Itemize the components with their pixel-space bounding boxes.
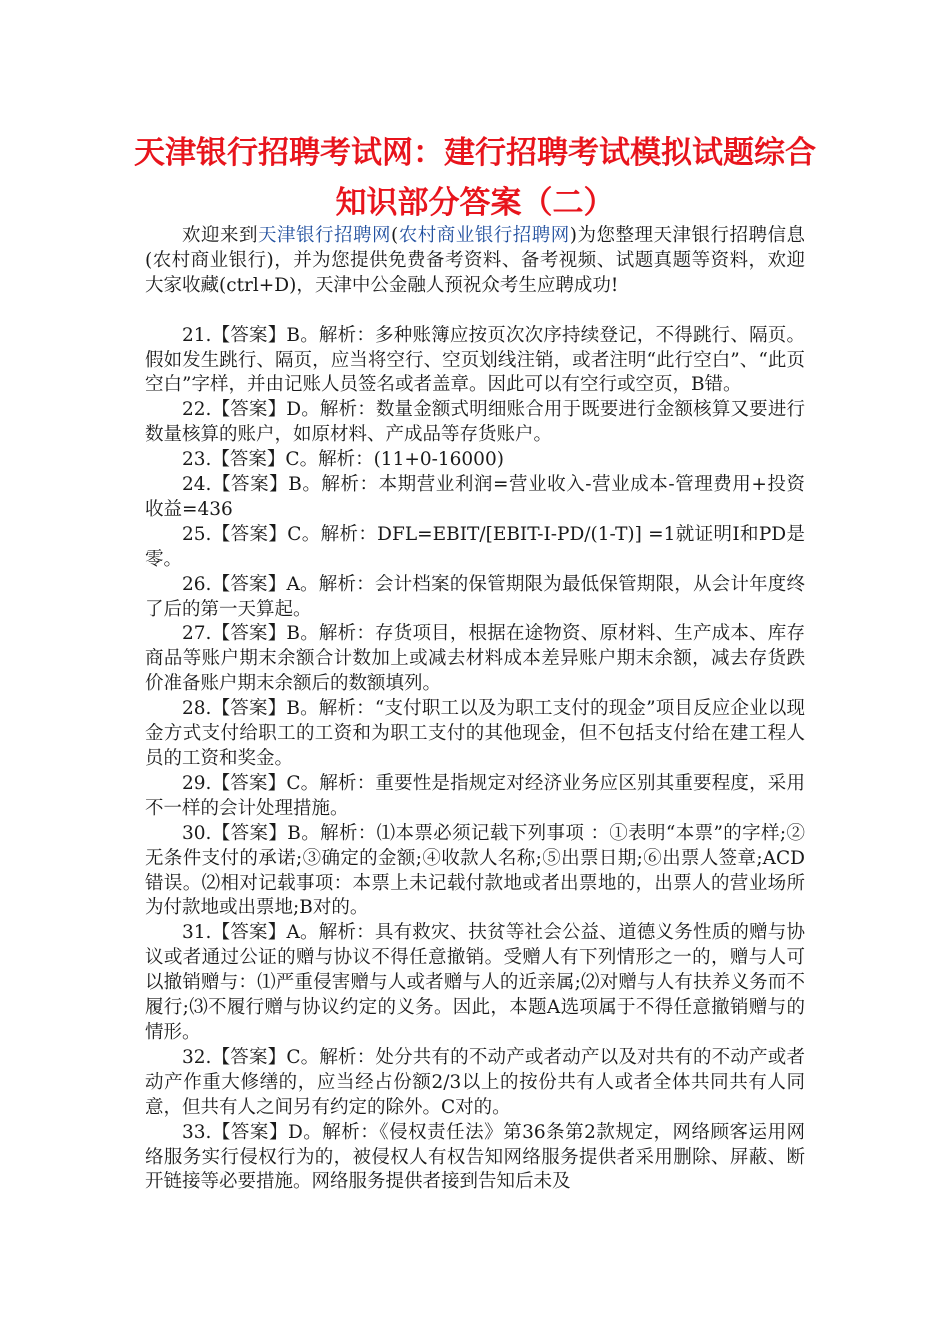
title-line-2: 知识部分答案（二） [335,185,615,221]
answer-27: 27.【答案】B。解析：存货项目，根据在途物资、原材料、生产成本、库存商品等账户期末余额合计数加上或减去材料成本差异账户期末余额，减去存货跌价准备账户期末余额后的数额填列。 [145,623,805,695]
intro-paragraph [145,224,805,299]
page-title [120,128,830,228]
answer-31: 31.【答案】A。解析：具有救灾、扶贫等社会公益、道德义务性质的赠与协议或者通过公证的赠与协议不得任意撤销。受赠人有下列情形之一的，赠与人可以撤销赠与：⑴严重侵害赠与人或者赠与人的近亲属;⑵对赠与人有扶养义务而不履行;⑶不履行赠与协议约定的义务。因此，本题A选项属于不得任意撤销赠与的情形。 [145,922,805,1043]
answer-22: 22.【答案】D。解析：数量金额式明细账合用于既要进行金额核算又要进行数量核算的账户，如原材料、产成品等存货账户。 [145,399,805,446]
answer-32: 32.【答案】C。解析：处分共有的不动产或者动产以及对共有的不动产或者动产作重大修缮的，应当经占份额2/3以上的按份共有人或者全体共同共有人同意，但共有人之间另有约定的除外。C对的。 [145,1046,805,1118]
link-rural-commercial-bank-recruitment[interactable]: 农村商业银行招聘网 [398,225,570,246]
answer-25: 25.【答案】C。解析：DFL=EBIT/[EBIT-I-PD/(1-T)] =1就证明I和PD是零。 [145,523,805,570]
answer-33: 33.【答案】D。解析：《侵权责任法》第36条第2款规定，网络顾客运用网络服务实行侵权行为的，被侵权人有权告知网络服务提供者采用删除、屏蔽、断开链接等必要措施。网络服务提供者接到告知后未及 [145,1121,805,1193]
answer-28: 28.【答案】B。解析：“支付职工以及为职工支付的现金”项目反应企业以现金方式支付给职工的工资和为职工支付的其他现金，但不包括支付给在建工程人员的工资和奖金。 [145,698,805,770]
intro-suffix: )为您整理天津银行招聘信息(农村商业银行)，并为您提供免费备考资料、备考视频、试题真题等资料，欢迎大家收藏(ctrl+D)，天津中公金融人预祝众考生应聘成功! [145,225,805,296]
intro-prefix: 欢迎来到 [182,225,259,246]
title-line-1: 天津银行招聘考试网：建行招聘考试模拟试题综合 [134,135,816,171]
answer-26: 26.【答案】A。解析：会计档案的保管期限为最低保管期限，从会计年度终了后的第一天算起。 [145,573,805,620]
answer-30: 30.【答案】B。解析：⑴本票必须记载下列事项 ：①表明“本票”的字样;②无条件支付的承诺;③确定的金额;④收款人名称;⑤出票日期;⑥出票人签章;ACD错误。⑵相对记载事项：本票上未记载付款地或者出票地的，出票人的营业场所为付款地或出票地;B对的。 [145,822,805,919]
answer-29: 29.【答案】C。解析：重要性是指规定对经济业务应区别其重要程度，采用不一样的会计处理措施。 [145,772,805,819]
answer-23: 23.【答案】C。解析：(11+0-16000) [182,449,504,471]
link-tianjin-bank-recruitment[interactable]: 天津银行招聘网 [258,225,392,246]
answer-24: 24.【答案】B。解析：本期营业利润=营业收入-营业成本-管理费用+投资收益=436 [145,474,805,520]
answer-21: 21.【答案】B。解析：多种账簿应按页次次序持续登记，不得跳行、隔页。假如发生跳行、隔页，应当将空行、空页划线注销，或者注明“此行空白”、“此页空白”字样，并由记账人员签名或者盖章。因此可以有空行或空页，B错。 [145,324,805,396]
document-body [145,224,805,1195]
intro-paren: ( [391,225,399,246]
